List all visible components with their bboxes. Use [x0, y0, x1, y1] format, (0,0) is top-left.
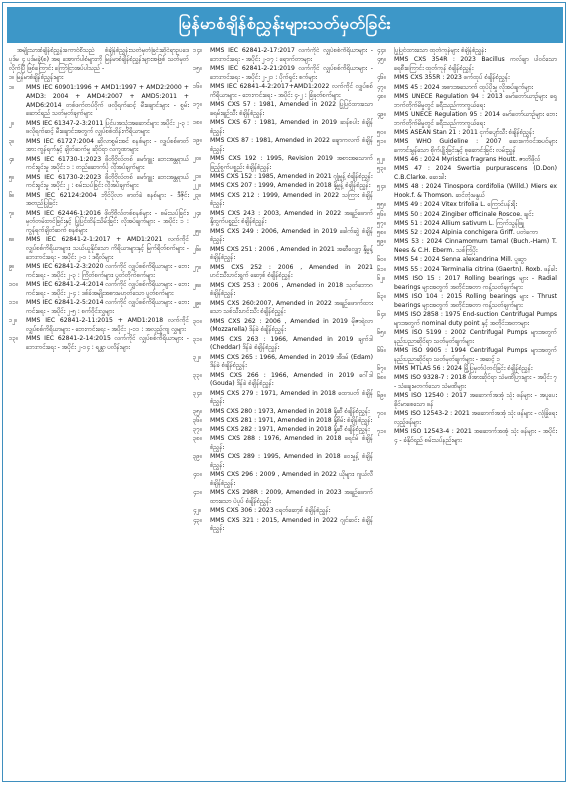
item-number: ၄၅။: [377, 56, 386, 64]
standard-item: [9, 263, 189, 281]
standard-item: [193, 173, 373, 182]
item-number: ၁၁။: [9, 299, 18, 306]
item-number: ၃၅။: [193, 407, 202, 415]
item-number: ၃၉။: [193, 453, 202, 461]
standards-list-2: [193, 47, 373, 534]
item-number: ၂၃။: [193, 191, 202, 199]
standard-item: [9, 210, 189, 236]
item-number: ၄၇။: [377, 83, 386, 91]
item-text: MMS CXS 57 : 1981, Amended in 2022 ပြုပြင်ထားသော ခရမ်းချဉ်သီး စံချိန်စံညွှန်း: [210, 101, 373, 117]
item-text: MMS IEC 61727:2004 ဆိုလာစွမ်းအင် စနစ်များ - လျှပ်စစ်ဓာတ်အား ကွန်ရက်နှင့် ချိတ်ဆက်မှု ဆိုင်ရာ လက္ခဏာများ: [26, 137, 189, 154]
item-number: ၂၆။: [193, 245, 202, 253]
item-number: ၃၇။: [193, 426, 202, 433]
item-number: ၄။: [9, 155, 15, 163]
item-text: MMS CXS 243 : 2003, Amended in 2022 အချဉ်ဖောက် နို့ထွက်ပစ္စည်း စံချိန်စံညွှန်း: [210, 209, 373, 226]
item-number: ၉။: [9, 263, 15, 270]
item-number: ၆။: [9, 191, 15, 199]
standard-item: [193, 453, 373, 471]
item-number: ၁၃။: [9, 335, 18, 342]
item-text: MMS ISO 12540 : 2017 အဆောက်အအုံ သုံး ဖန်များ - အပူပေး ခိုင်မာစေသော ဖန်: [394, 392, 557, 408]
item-number: ၆၅။: [377, 328, 386, 336]
standard-item: [377, 256, 557, 265]
standard-item: [377, 156, 557, 165]
standard-item: [193, 264, 373, 282]
item-text: MMS 54 : 2024 Senna alexandrina Mill. ပူဆွာ: [394, 256, 527, 264]
item-text: MMS UNECE Regulation 94 : 2013 မော်တော်ယာဉ်များ ရှေ့ဘက်တိုက်မိမှုတွင် ခရီးသည်ကာကွယ်ရေး: [394, 92, 557, 109]
item-number: ၂၉။: [193, 299, 202, 307]
item-number: ၇၀။: [377, 410, 386, 417]
item-text: MMS IEC 62841-2-3:2020 လက်ကိုင် လျှပ်စစ်ကိရိယာများ - ဘေးကင်းရေး - အပိုင်း ၂-၃ : ကြိတ်စက်များ၊ ပွတ်တိုက်စက်များ: [26, 263, 189, 279]
item-number: ၄၈။: [377, 92, 386, 100]
item-text: MMS 46 : 2024 Myristica fragrans Houtt. ဇာတိဖိုလ်: [394, 156, 541, 163]
standard-item: [377, 56, 557, 74]
item-number: ၁၈။: [193, 119, 202, 126]
item-text: MMS MTLAS 56 : 2024 မြို့ပြမှတ်ပုံတင်ခြင်း စံချိန်စံညွှန်း: [394, 364, 533, 372]
item-text: MMS CXS 263 : 1966, Amended in 2019 ချက်ဒါ (Cheddar) ဒိန်ခဲ စံချိန်စံညွှန်း: [210, 335, 373, 352]
item-text: MMS CXS 192 : 1995, Revision 2019 အစားအသောက်ဖြည့်စွက်ပစ္စည်း စံချိန်စံညွှန်း: [210, 155, 373, 171]
item-number: ၈။: [9, 236, 15, 244]
item-text: MMS CXS 67 : 1981, Amended in 2019 ဆန်စပါး စံချိန်စံညွှန်း: [210, 119, 373, 135]
standard-item: [9, 281, 189, 299]
item-number: ၁၀။: [9, 281, 18, 288]
item-number: ၄၁။: [193, 489, 202, 497]
standard-item: [193, 390, 373, 408]
standard-item: [9, 84, 189, 119]
item-text: MMS CXS 251 : 2006 , Amended in 2021 အဆီလျှော့ နို့မှုန့် စံချိန်စံညွှန်း: [210, 245, 373, 262]
item-number: ၅၁။: [377, 138, 386, 145]
item-text: MMS CXS 262 : 2006 , Amended in 2019 မိုဇာရဲလာ (Mozzarella) ဒိန်ခဲ စံချိန်စံညွှန်း: [210, 317, 373, 334]
standard-item: [9, 335, 189, 353]
item-text: MMS IEC 62446-1:2016 ဖိုတိုဗိုလ်တစ်စနစ်များ - စမ်းသပ်ခြင်း၊ မှတ်တမ်းတင်ခြင်းနှင့် ပြုပြင်ထိန်းသိမ်းခြင်း လိုအပ်ချက်များ - အပိုင်း ၁ : ကွန်ရက်ချိတ်ဆက် စနစ်များ: [26, 209, 189, 234]
item-text: MMS 45 : 2024 အစားအသောက် ထုပ်ပိုးမှု လိုအပ်ချက်များ: [394, 83, 533, 91]
column-3: [377, 47, 557, 781]
item-number: ၆၄။: [377, 310, 386, 318]
standard-item: [193, 354, 373, 372]
standard-item: [9, 174, 189, 192]
notice-title: မြန်မာစံချိန်စံညွှန်းများသတ်မှတ်ခြင်း: [7, 7, 563, 43]
item-number: ၅။: [9, 173, 15, 181]
standard-item: [193, 83, 373, 101]
standard-item: [377, 74, 557, 83]
standard-item: [377, 374, 557, 392]
item-text: MMS CXS 152 : 1985, Amended in 2021 ဂျုံမှုန့် စံချိန်စံညွှန်း: [210, 173, 373, 180]
notice-frame: [2, 2, 566, 782]
standard-item: [377, 266, 557, 275]
item-text: MMS IEC 62841-2-21:2019 လက်ကိုင် လျှပ်စစ်ကိရိယာများ - ဘေးကင်းရေး - အပိုင်း ၂-၂၁ : ပိုက်ရှင်း စက်များ: [210, 65, 373, 81]
item-text: MMS IEC 61730-1:2023 ဖိုတိုဗိုလ်တစ် မော်ဂျူး ဘေးအန္တရာယ်ကင်းရှင်းမှု အပိုင်း ၁ : တည်ဆောက်ပုံ လိုအပ်ချက်များ: [26, 155, 189, 172]
item-text: MMS 52 : 2024 Alpinia conchigera Griff. ပတဲကော: [394, 229, 538, 236]
item-text: MMS ISO 9328-7 : 2018 ဖိအားဆိုင်ရာ သံမဏိပြားများ - အပိုင်း ၇ - သံချေးမတက်သော သံမဏိများ: [394, 374, 557, 390]
standard-item: [193, 47, 373, 65]
standard-item: [193, 210, 373, 228]
item-number: ၁၉။: [193, 137, 202, 144]
item-number: ၄၉။: [377, 110, 386, 118]
standard-item: [193, 336, 373, 354]
item-number: ၃၈။: [193, 435, 202, 443]
item-number: ၃။: [9, 137, 15, 145]
standard-item: [193, 417, 373, 426]
standard-item: [9, 120, 189, 138]
item-text: MMS IEC 62124:2004 ဘိုင်ပိုလာ ဓာတ်ခဲ စနစ်များ - ဒီဇိုင်း အတည်ပြုခြင်း: [26, 191, 189, 208]
column-1: [9, 47, 189, 781]
standard-item: [193, 228, 373, 246]
standard-item: [377, 428, 557, 446]
item-text: MMS ISO 9905 : 1994 Centrifugal Pumps များအတွက် နည်းပညာဆိုင်ရာ သတ်မှတ်ချက်များ - အဆင့် ၁: [394, 346, 557, 363]
standard-item: [377, 183, 557, 201]
item-text: MMS CXS 265 : 1966, Amended in 2019 အီဒမ် (Edam) ဒိန်ခဲ စံချိန်စံညွှန်း: [210, 353, 373, 370]
item-text: MMS IEC 62841-2-17:2017 လက်ကိုင် လျှပ်စစ်ကိရိယာများ - ဘေးကင်းရေး - အပိုင်း ၂-၁၇ : ရောက်တာများ: [210, 47, 373, 63]
item-text: MMS 50 : 2024 Zingiber officinale Roscoe. ချင်း: [394, 210, 534, 218]
standard-item: [377, 410, 557, 428]
standard-item: [193, 282, 373, 300]
standard-item: [377, 111, 557, 129]
item-text: MMS 47 : 2024 Swertia purpurascens (D.Don) C.B.Clarke. ဆေးခါး: [394, 165, 557, 181]
standard-item: [377, 311, 557, 329]
standard-item: [9, 317, 189, 335]
standard-item: [9, 236, 189, 262]
item-number: ၂၅။: [193, 227, 202, 235]
item-number: ၆၀။: [377, 256, 386, 264]
item-text: MMS IEC 62841-2-1:2017 + AMD1:2021 လက်ကိုင် လျှပ်စစ်ကိရိယာများ၊ သယ်ယူနိုင်သော ကိရိယာများနှင့် မြက်ရိတ်စက်များ - ဘေးကင်းရေး - အပိုင်း ၂-၁ : ဒရီလ်များ: [26, 236, 189, 261]
item-number: ၆၂။: [377, 274, 386, 282]
item-number: ၁၇။: [193, 101, 202, 108]
content-columns: [9, 47, 561, 781]
standard-item: [193, 119, 373, 137]
item-text: MMS CXS 207 : 1999, Amended in 2018 နို့မှုန့် စံချိန်စံညွှန်း: [210, 182, 371, 190]
standard-item: [193, 372, 373, 390]
item-text: MMS CXS 279 : 1971, Amended in 2018 ထောပတ် စံချိန်စံညွှန်း: [210, 389, 373, 406]
item-text: MMS CXS 282 : 1971, Amended in 2018 နို့ဆီ စံချိန်စံညွှန်း: [210, 426, 370, 433]
item-number: ၂။: [9, 119, 14, 127]
item-text: MMS CXS 321 : 2015, Amended in 2022 ဂျင်ဆင်း စံချိန်စံညွှန်း: [210, 516, 373, 533]
standard-item: [193, 489, 373, 507]
item-number: ၅၀။: [377, 128, 386, 136]
item-number: ၂၇။: [193, 263, 202, 271]
item-number: ၆၉။: [377, 392, 386, 399]
standards-list-1: [9, 84, 189, 353]
item-text: MMS IEC 62841-4-2:2017+AMD1:2022 လက်ကိုင် လျှပ်စစ်ကိရိယာများ - ဘေးကင်းရေး - အပိုင်း ၄-၂ : ခြံခုတ်စက်များ: [210, 83, 373, 99]
item-text: MMS CXS 252 : 2006 , Amended in 2021 ဟင်းသီးဟင်းရွက် ဆော့စ် စံချိန်စံညွှန်း: [210, 263, 373, 280]
item-text: MMS CXS 249 : 2006, Amended in 2019 ခေါက်ဆွဲ စံချိန်စံညွှန်း: [210, 227, 373, 244]
standard-item: [193, 435, 373, 453]
item-number: ၆၁။: [377, 265, 386, 273]
standard-item: [377, 365, 557, 374]
standard-item: [377, 238, 557, 256]
standard-item: [193, 408, 373, 417]
item-text: MMS ISO 2858 : 1975 End-suction Centrifugal Pumps များအတွက် nominal duty point နှင့် အတိုင်းအတာများ: [394, 310, 557, 327]
item-number: ၄၆။: [377, 74, 386, 82]
item-number: ၆၈။: [377, 374, 386, 381]
standard-item: [377, 93, 557, 111]
item-text: MMS IEC 61347-2-3:2011 ပြင်ပအသုံးအဆောင်များ အပိုင်း ၂-၃ : ဖလိုရက်ဆင့် မီးချောင်းအတွက် လျှပ်စစ်ထိန်းကိရိယာများ: [26, 119, 189, 136]
standard-item: [377, 220, 557, 229]
item-text: MMS WHO Guideline : 2007 ဆေးဖက်ဝင်အပင်များ ကောင်းမွန်သော စိုက်ပျိုးခြင်းနှင့် စုဆောင်းခြင်း လမ်းညွှန်: [394, 138, 557, 154]
item-text: MMS IEC 60901:1996 + AMD1:1997 + AMD2:2000 + AMD3: 2004 + AMD4:2007 + AMD5:2011 + AMD6:2014 တစ်ဖက်တပ်ဝိုက် ဖလိုရက်ဆင့် မီးချောင်းများ - စွမ်းဆောင်ရည် သတ်မှတ်ချက်များ: [26, 84, 189, 118]
standard-item: [193, 155, 373, 173]
section-heading: ၁။ မြန်မာစံချိန်စံညွှန်းများ: [9, 74, 64, 82]
item-text: MMS CXS 253 : 2006 , Amended in 2018 သုတ်ဘောဂ စံချိန်စံညွှန်း: [210, 281, 373, 298]
item-number: ၅၈။: [377, 229, 386, 236]
item-text: MMS CXS 87 : 1981, Amended in 2022 ချောကလက် စံချိန်စံညွှန်း: [210, 137, 373, 153]
item-number: ၁၅။: [193, 65, 202, 72]
item-number: ၅၃။: [377, 165, 386, 173]
item-number: ၅၆။: [377, 210, 386, 218]
item-number: ၃၂။: [193, 353, 202, 361]
item-text: MMS 49 : 2024 Vitex trifolia L. ကြောင်ပန်းရိုး: [394, 201, 518, 209]
standard-item: [193, 300, 373, 318]
item-number: ၄၄။: [377, 47, 386, 54]
item-number: ၂၈။: [193, 281, 202, 289]
item-number: ၅၄။: [377, 183, 386, 191]
standard-item: [377, 229, 557, 238]
item-text: MMS UNECE Regulation 95 : 2014 မော်တော်ယာဉ်များ ဘေးဘက်တိုက်မိမှုတွင် ခရီးသည်ကာကွယ်ရေး: [394, 110, 557, 127]
item-text: MMS CXS 266 : 1966, Amended in 2019 ဂေါ်ဒါ (Gouda) ဒိန်ခဲ စံချိန်စံညွှန်း: [210, 371, 373, 388]
item-text: MMS IEC 62841-2-4:2014 လက်ကိုင် လျှပ်စစ်ကိရိယာများ - ဘေးကင်းရေး - အပိုင်း ၂-၄ : ဒစ်ခ်အမျိုးအစားမဟုတ်သော ပွတ်စက်များ: [26, 281, 189, 297]
standard-item: [377, 347, 557, 365]
item-text: MMS CXS 354R : 2023 Bacillus ကလ်ချာ ပါဝင်သော ရေစီးကြောင်း ထုတ်ကုန် စံချိန်စံညွှန်း: [394, 56, 557, 72]
item-number: ၂၂။: [193, 182, 201, 190]
standard-item: [193, 65, 373, 83]
item-text: MMS CXS 212 : 1999, Amended in 2022 သကြား စံချိန်စံညွှန်း: [210, 191, 373, 208]
item-number: ၅၉။: [377, 238, 386, 246]
standard-item: [9, 156, 189, 174]
item-number: ၁၄။: [193, 47, 202, 54]
standard-item: [377, 293, 557, 311]
standard-item: [193, 192, 373, 210]
item-text: MMS CXS 260:2007, Amended in 2022 အချဉ်ဖောက်ထားသော သစ်သီးဟင်းသီး စံချိန်စံညွှန်း: [210, 299, 373, 316]
item-number: ၄၃။: [193, 516, 202, 524]
standard-item: [193, 507, 373, 516]
standard-item: [193, 517, 373, 535]
standard-item: [377, 201, 557, 210]
item-number: ၁၆။: [193, 83, 202, 90]
item-text: MMS CXS 296 : 2009 , Amended in 2022 ယိုများ၊ ဂျယ်လီ စံချိန်စံညွှန်း: [210, 471, 373, 487]
item-text: MMS CXS 289 : 1995, Amended in 2018 ဝေးမှုန့် စံချိန်စံညွှန်း: [210, 453, 373, 469]
standard-item: [377, 392, 557, 410]
item-text: MMS CXS 288 : 1976, Amended in 2018 ခရင်မ် စံချိန်စံညွှန်း: [210, 435, 373, 451]
item-number: ၁၂။: [9, 317, 18, 324]
standard-item: [193, 101, 373, 119]
item-text: MMS IEC 61730-2:2023 ဖိုတိုဗိုလ်တစ် မော်ဂျူး ဘေးအန္တရာယ်ကင်းရှင်းမှု အပိုင်း ၂ : စမ်းသပ်ခြင်း လိုအပ်ချက်များ: [26, 173, 189, 190]
item-number: ၅၇။: [377, 219, 386, 227]
standard-item: [193, 426, 373, 435]
item-number: ၂၁။: [193, 173, 202, 180]
item-number: ၇၁။: [377, 428, 386, 435]
standard-item: [9, 299, 189, 317]
standard-item: [377, 211, 557, 220]
standard-item: [377, 84, 557, 93]
item-number: ၃၄။: [193, 389, 202, 397]
standard-item: [9, 138, 189, 156]
standard-item: [377, 138, 557, 156]
item-text: MMS IEC 62841-2-14:2015 လက်ကိုင် လျှပ်စစ်ကိရိယာများ - ဘေးကင်းရေး - အပိုင်း ၂-၁၄ : ရန္တာ ပလိန်းများ: [26, 335, 189, 351]
item-number: ၄၂။: [193, 507, 202, 515]
standard-item: [9, 192, 189, 210]
item-text: MMS CXS 280 : 1973, Amended in 2018 နို့ဆီ စံချိန်စံညွှန်း: [210, 407, 370, 415]
item-number: ၂၀။: [193, 155, 202, 162]
item-number: ၂၄။: [193, 209, 202, 217]
standard-item: [193, 137, 373, 155]
item-number: ၁။: [9, 84, 15, 91]
item-number: ၃၃။: [193, 371, 202, 379]
item-number: ၇။: [9, 209, 15, 217]
item-text: MMS IEC 62841-2-11:2015 + AMD1:2018 လက်ကိုင် လျှပ်စစ်ကိရိယာများ - ဘေးကင်းရေး - အပိုင်း ၂-၁၁ : အလှည့်ကျ လွှများ: [26, 317, 189, 333]
standard-item: [377, 165, 557, 183]
item-text: MMS ISO 5199 : 2002 Centrifugal Pumps များအတွက် နည်းပညာဆိုင်ရာ သတ်မှတ်ချက်များ: [394, 328, 557, 345]
item-number: ၄၀။: [193, 471, 202, 479]
item-text: MMS CXS 355R : 2023 ဖက်ထုပ် စံချိန်စံညွှန်း: [394, 74, 510, 82]
standard-item: [193, 246, 373, 264]
item-text: MMS 55 : 2024 Terminalia citrina (Gaertn). Roxb. ဖန်ခါး: [394, 265, 557, 273]
intro-paragraph: အမျိုးသားစံချိန်စံညွှန်းကောင်စီသည် စံချိန်စံညွှန်းသတ်မှတ်ခြင်းဆိုင်ရာဥပဒေ ပုဒ်မ ၄ ပုဒ်မခွဲ(စ) အရ အောက်ပါစံများကို မြန်မာစံချိန်စံညွှန်းများအဖြစ် သတ်မှတ်လိုက်ပြီ ဖြစ်ကြောင်း ကြော်ငြာအပ်ပါသည် -: [9, 47, 189, 72]
item-number: ၆၇။: [377, 364, 386, 372]
standard-item: [377, 47, 557, 56]
item-text: MMS ASEAN Stan 21 : 2011 ငှက်ပျော်သီး စံချိန်စံညွှန်း: [394, 128, 534, 136]
item-number: ၅၂။: [377, 156, 386, 163]
item-text: MMS CXS 281 : 1971, Amended in 2018 နို့စိမ်း စံချိန်စံညွှန်း: [210, 416, 373, 424]
standard-item: [377, 329, 557, 347]
item-text: MMS 51 : 2024 Allium sativum L. ကြက်သွန်ဖြူ: [394, 219, 525, 227]
item-text: MMS CXS 298R : 2009, Amended in 2023 အချဉ်ဖောက်ထားသော ပဲပုပ် စံချိန်စံညွှန်း: [210, 489, 373, 505]
item-number: ၃၆။: [193, 416, 202, 424]
item-text: MMS ISO 12543-4 : 2021 အဆောက်အအုံ သုံး ဖန်များ - အပိုင်း ၄ - ခံနိုင်ရည် စမ်းသပ်နည်းများ: [394, 428, 557, 444]
item-text: ပြုပြင်ထားသော ထုတ်ကုန်များ စံချိန်စံညွှန်း: [394, 47, 487, 54]
standards-list-3: [377, 47, 557, 446]
standard-item: [193, 182, 373, 191]
column-2: [193, 47, 373, 781]
item-number: ၃၁။: [193, 335, 202, 343]
item-text: MMS 53 : 2024 Cinnamomum tamal (Buch.-Ham) T. Nees & C.H. Eberm. သစ်ကြံပိုး: [394, 238, 557, 254]
standard-item: [377, 275, 557, 293]
item-text: MMS IEC 62841-2-5:2014 လက်ကိုင် လျှပ်စစ်ကိရိယာများ - ဘေးကင်းရေး - အပိုင်း ၂-၅ : စက်ဝိုင်းလွှများ: [26, 299, 189, 315]
item-number: ၆၆။: [377, 346, 386, 354]
standard-item: [193, 318, 373, 336]
item-number: ၆၃။: [377, 292, 386, 300]
item-text: MMS 48 : 2024 Tinospora cordifolia (Willd.) Miers ex Hook.f. & Thomson. ဆင်တုံးမနွယ်: [394, 183, 557, 199]
standard-item: [193, 471, 373, 489]
item-number: ၃၀။: [193, 317, 202, 325]
item-text: MMS ISO 15 : 2017 Rolling bearings များ - Radial bearings များအတွက် အတိုင်းအတာ ကန့်သတ်ချက်များ: [394, 274, 557, 291]
item-text: MMS ISO 12543-2 : 2021 အဆောက်အအုံ သုံး ဖန်များ - လုံခြုံရေး လှည့်ဖန်များ: [394, 410, 557, 426]
standard-item: [377, 129, 557, 138]
item-text: MMS ISO 104 : 2015 Rolling bearings များ - Thrust bearings များအတွက် အတိုင်းအတာ ကန့်သတ်ချက်များ: [394, 292, 557, 309]
item-text: MMS CXS 306 : 2023 ငရုတ်ဆော့စ် စံချိန်စံညွှန်း: [210, 507, 331, 515]
item-number: ၅၅။: [377, 201, 386, 209]
